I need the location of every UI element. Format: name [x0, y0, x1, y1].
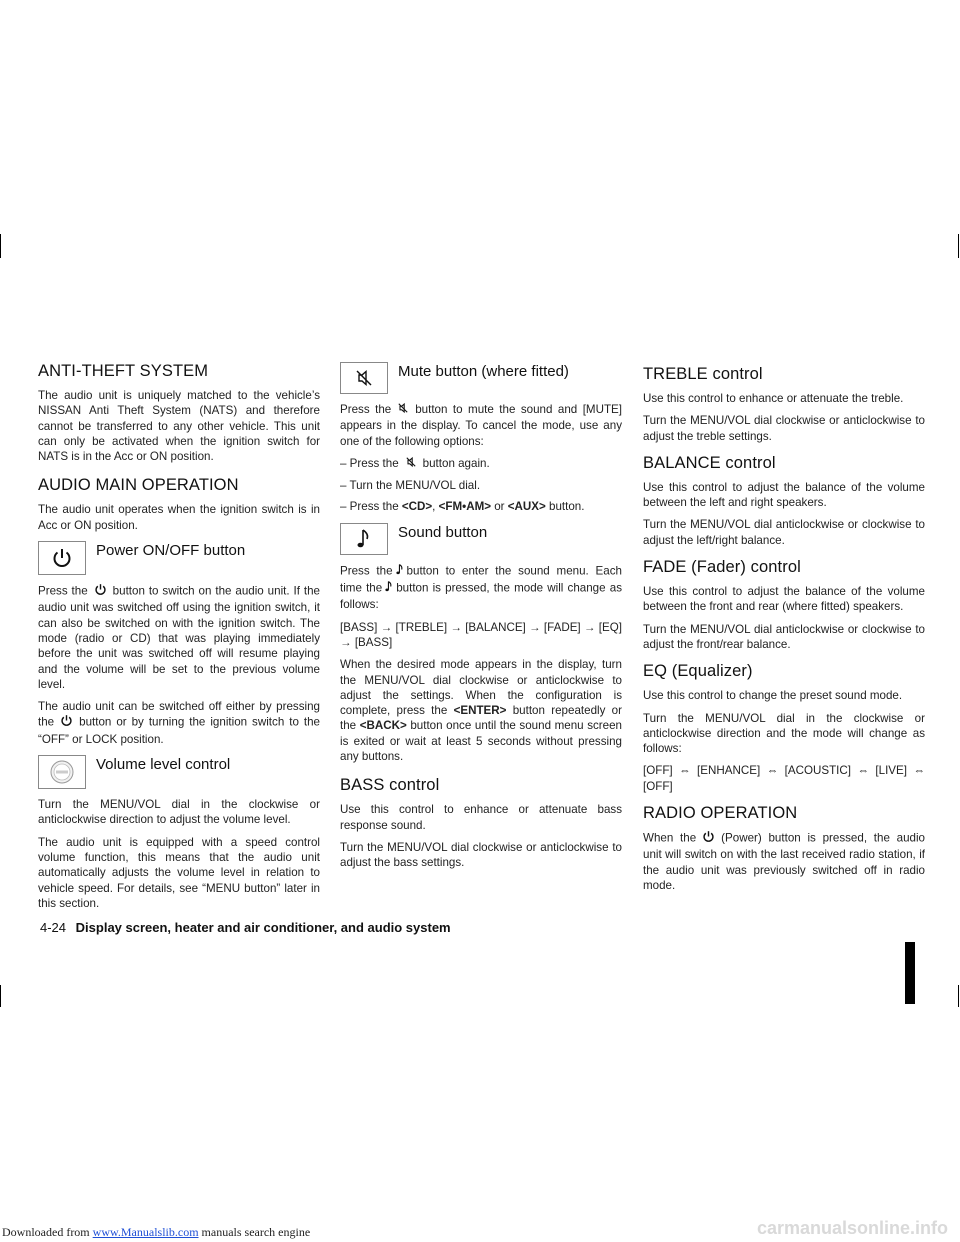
paragraph-balance-1: Use this control to adjust the balance of the volume between the left and right speakers. — [643, 480, 925, 510]
mute-icon — [405, 456, 417, 472]
paragraph-audio-main: The audio unit operates when the ignition switch is in Acc or ON position. — [38, 503, 320, 532]
column-right — [643, 362, 925, 900]
paragraph-fade-2: Turn the MENU/VOL dial anticlockwise or clockwise to adjust the front/rear balance. — [643, 622, 925, 651]
page-number: 4-24 — [40, 920, 67, 935]
text-span: button to enter the sound menu. Each time the — [340, 564, 622, 595]
volume-title: Volume level control — [96, 756, 231, 774]
text-span: – Press the — [340, 500, 402, 514]
mute-icon-box — [340, 362, 388, 394]
key-cd: <CD> — [401, 500, 433, 514]
heading-anti-theft: ANTI-THEFT SYSTEM — [38, 362, 209, 380]
text-span: manuals search engine — [198, 1225, 311, 1239]
paragraph-sound-2 — [340, 657, 622, 764]
mute-icon — [354, 368, 374, 388]
mute-title: Mute button (where fitted) — [398, 363, 569, 380]
crop-mark — [958, 234, 959, 258]
crop-mark — [958, 985, 959, 1007]
manualslib-link[interactable]: www.Manualslib.com — [92, 1225, 199, 1239]
key-aux: <AUX> — [507, 500, 546, 514]
paragraph-eq-2: Turn the MENU/VOL dial in the clockwise or anticlockwise direction and the mode will change as follows: — [643, 711, 925, 756]
section-tab-marker — [905, 942, 915, 1004]
power-icon — [94, 583, 107, 600]
paragraph-balance-2: Turn the MENU/VOL dial anticlockwise or clockwise to adjust the left/right balance. — [643, 518, 925, 547]
paragraph-treble-2: Turn the MENU/VOL dial clockwise or anticlockwise to adjust the treble settings. — [643, 414, 925, 443]
option-press-source — [340, 499, 622, 514]
text-span: button to mute the sound and [MUTE] appears in the display. To cancel the mode, use any one of the following options: — [340, 403, 622, 448]
paragraph-radio — [643, 830, 925, 893]
key-back: <BACK> — [359, 719, 407, 733]
text-span: Press the — [340, 564, 393, 578]
sound-mode-sequence: [BASS] → [TREBLE] → [BALANCE] → [FADE] → [EQ] → [BASS] — [340, 620, 622, 649]
text-span: When the desired mode appears in the display, turn the MENU/VOL dial clockwise or anticlockwise to adjust the settings. When the configuration is complete, press the — [340, 658, 622, 718]
music-note-icon — [395, 563, 405, 580]
power-item-head — [38, 541, 320, 575]
text-span: (Power) button is pressed, the audio unit will switch on with the last received radio station, if the audio unit was previously switched off in radio mode. — [643, 831, 926, 892]
mute-icon — [397, 402, 409, 418]
paragraph-fade-1: Use this control to adjust the balance of the volume between the front and rear (where fitted) speakers. — [643, 585, 925, 614]
heading-bass: BASS control — [340, 776, 440, 795]
music-note-icon — [384, 580, 394, 597]
column-middle — [340, 362, 622, 878]
sound-icon-box — [340, 523, 388, 555]
sound-title: Sound button — [398, 523, 488, 541]
page-footer — [40, 920, 451, 935]
text-span: or — [491, 500, 508, 514]
volume-item-head — [38, 755, 320, 789]
text-span: button. — [545, 500, 585, 514]
paragraph-power-1 — [38, 583, 320, 692]
mute-options — [340, 456, 622, 515]
paragraph-anti-theft: The audio unit is uniquely matched to the vehicle’s NISSAN Anti Theft System (NATS) and therefore cannot be transferred to any other vehicle. This unit can only be activated when the ignition switch for NATS is in the Acc or ON position. — [38, 389, 320, 464]
paragraph-volume-1: Turn the MENU/VOL dial in the clockwise or anticlockwise direction to adjust the volume level. — [38, 798, 320, 827]
option-press-again — [340, 456, 622, 472]
watermark: carmanualsonline.info — [756, 1218, 948, 1238]
column-left — [38, 362, 320, 918]
paragraph-bass-2: Turn the MENU/VOL dial clockwise or anticlockwise to adjust the bass settings. — [340, 840, 622, 870]
text-span: Press the — [38, 584, 88, 598]
text-span: button is pressed, the mode will change as follows: — [340, 581, 622, 612]
paragraph-power-2 — [38, 699, 320, 747]
heading-treble: TREBLE control — [643, 365, 763, 383]
power-icon-box — [38, 541, 86, 575]
sound-item-head — [340, 523, 622, 555]
heading-eq: EQ (Equalizer) — [643, 662, 753, 681]
eq-mode-sequence: [OFF] ⇔ [ENHANCE] ⇔ [ACOUSTIC] ⇔ [LIVE] ⇔ [OFF] — [643, 764, 925, 793]
volume-knob-icon — [49, 759, 75, 785]
heading-audio-main: AUDIO MAIN OPERATION — [38, 476, 239, 495]
paragraph-treble-1: Use this control to enhance or attenuate the treble. — [643, 392, 904, 405]
text-span: button or by turning the ignition switch to the “OFF” or LOCK position. — [38, 716, 320, 746]
text-span: When the — [643, 831, 697, 845]
key-fm-am: <FM•AM> — [438, 500, 491, 514]
power-icon — [60, 714, 73, 731]
power-icon — [702, 830, 715, 847]
mute-item-head — [340, 362, 622, 394]
volume-icon-box — [38, 755, 86, 789]
text-span: Press the — [340, 403, 392, 417]
key-enter: <ENTER> — [453, 704, 507, 718]
text-span: button to switch on the audio unit. If the audio unit was switched off using the ignition switch, it can also be switched on with the ignition switch. The mode (radio or CD) that was playing immediately before the unit was switched off will resume playing and the volume will be set to the previous volume level. — [38, 584, 320, 691]
heading-fade: FADE (Fader) control — [643, 558, 801, 577]
crop-mark — [0, 985, 1, 1007]
text-span: button repeatedly or the — [340, 704, 622, 733]
chapter-title: Display screen, heater and air conditioner, and audio system — [75, 920, 451, 935]
heading-radio: RADIO OPERATION — [643, 804, 798, 823]
text-span: button again. — [422, 457, 490, 471]
power-title: Power ON/OFF button — [96, 542, 246, 560]
music-note-icon — [355, 528, 373, 550]
text-span: button once until the sound menu screen is exited or wait at least 5 seconds without pressing any buttons. — [340, 719, 622, 764]
paragraph-volume-2: The audio unit is equipped with a speed control volume function, this means that the audio unit automatically adjusts the volume level in relation to vehicle speed. For details, see “MENU button” later in this section. — [38, 835, 320, 910]
text-span: Downloaded from — [2, 1225, 93, 1239]
text-span: The audio unit can be switched off either by pressing the — [38, 700, 320, 730]
crop-mark — [0, 234, 1, 258]
paragraph-eq-1: Use this control to change the preset sound mode. — [643, 689, 903, 703]
option-turn-dial: – Turn the MENU/VOL dial. — [340, 479, 481, 493]
paragraph-mute — [340, 402, 622, 449]
paragraph-bass-1: Use this control to enhance or attenuate bass response sound. — [340, 803, 622, 832]
text-span: – Press the — [340, 457, 399, 471]
text-span: , — [432, 500, 439, 514]
power-icon — [51, 547, 73, 569]
download-source-line — [2, 1225, 310, 1240]
heading-balance: BALANCE control — [643, 453, 776, 472]
paragraph-sound-1 — [340, 563, 622, 613]
